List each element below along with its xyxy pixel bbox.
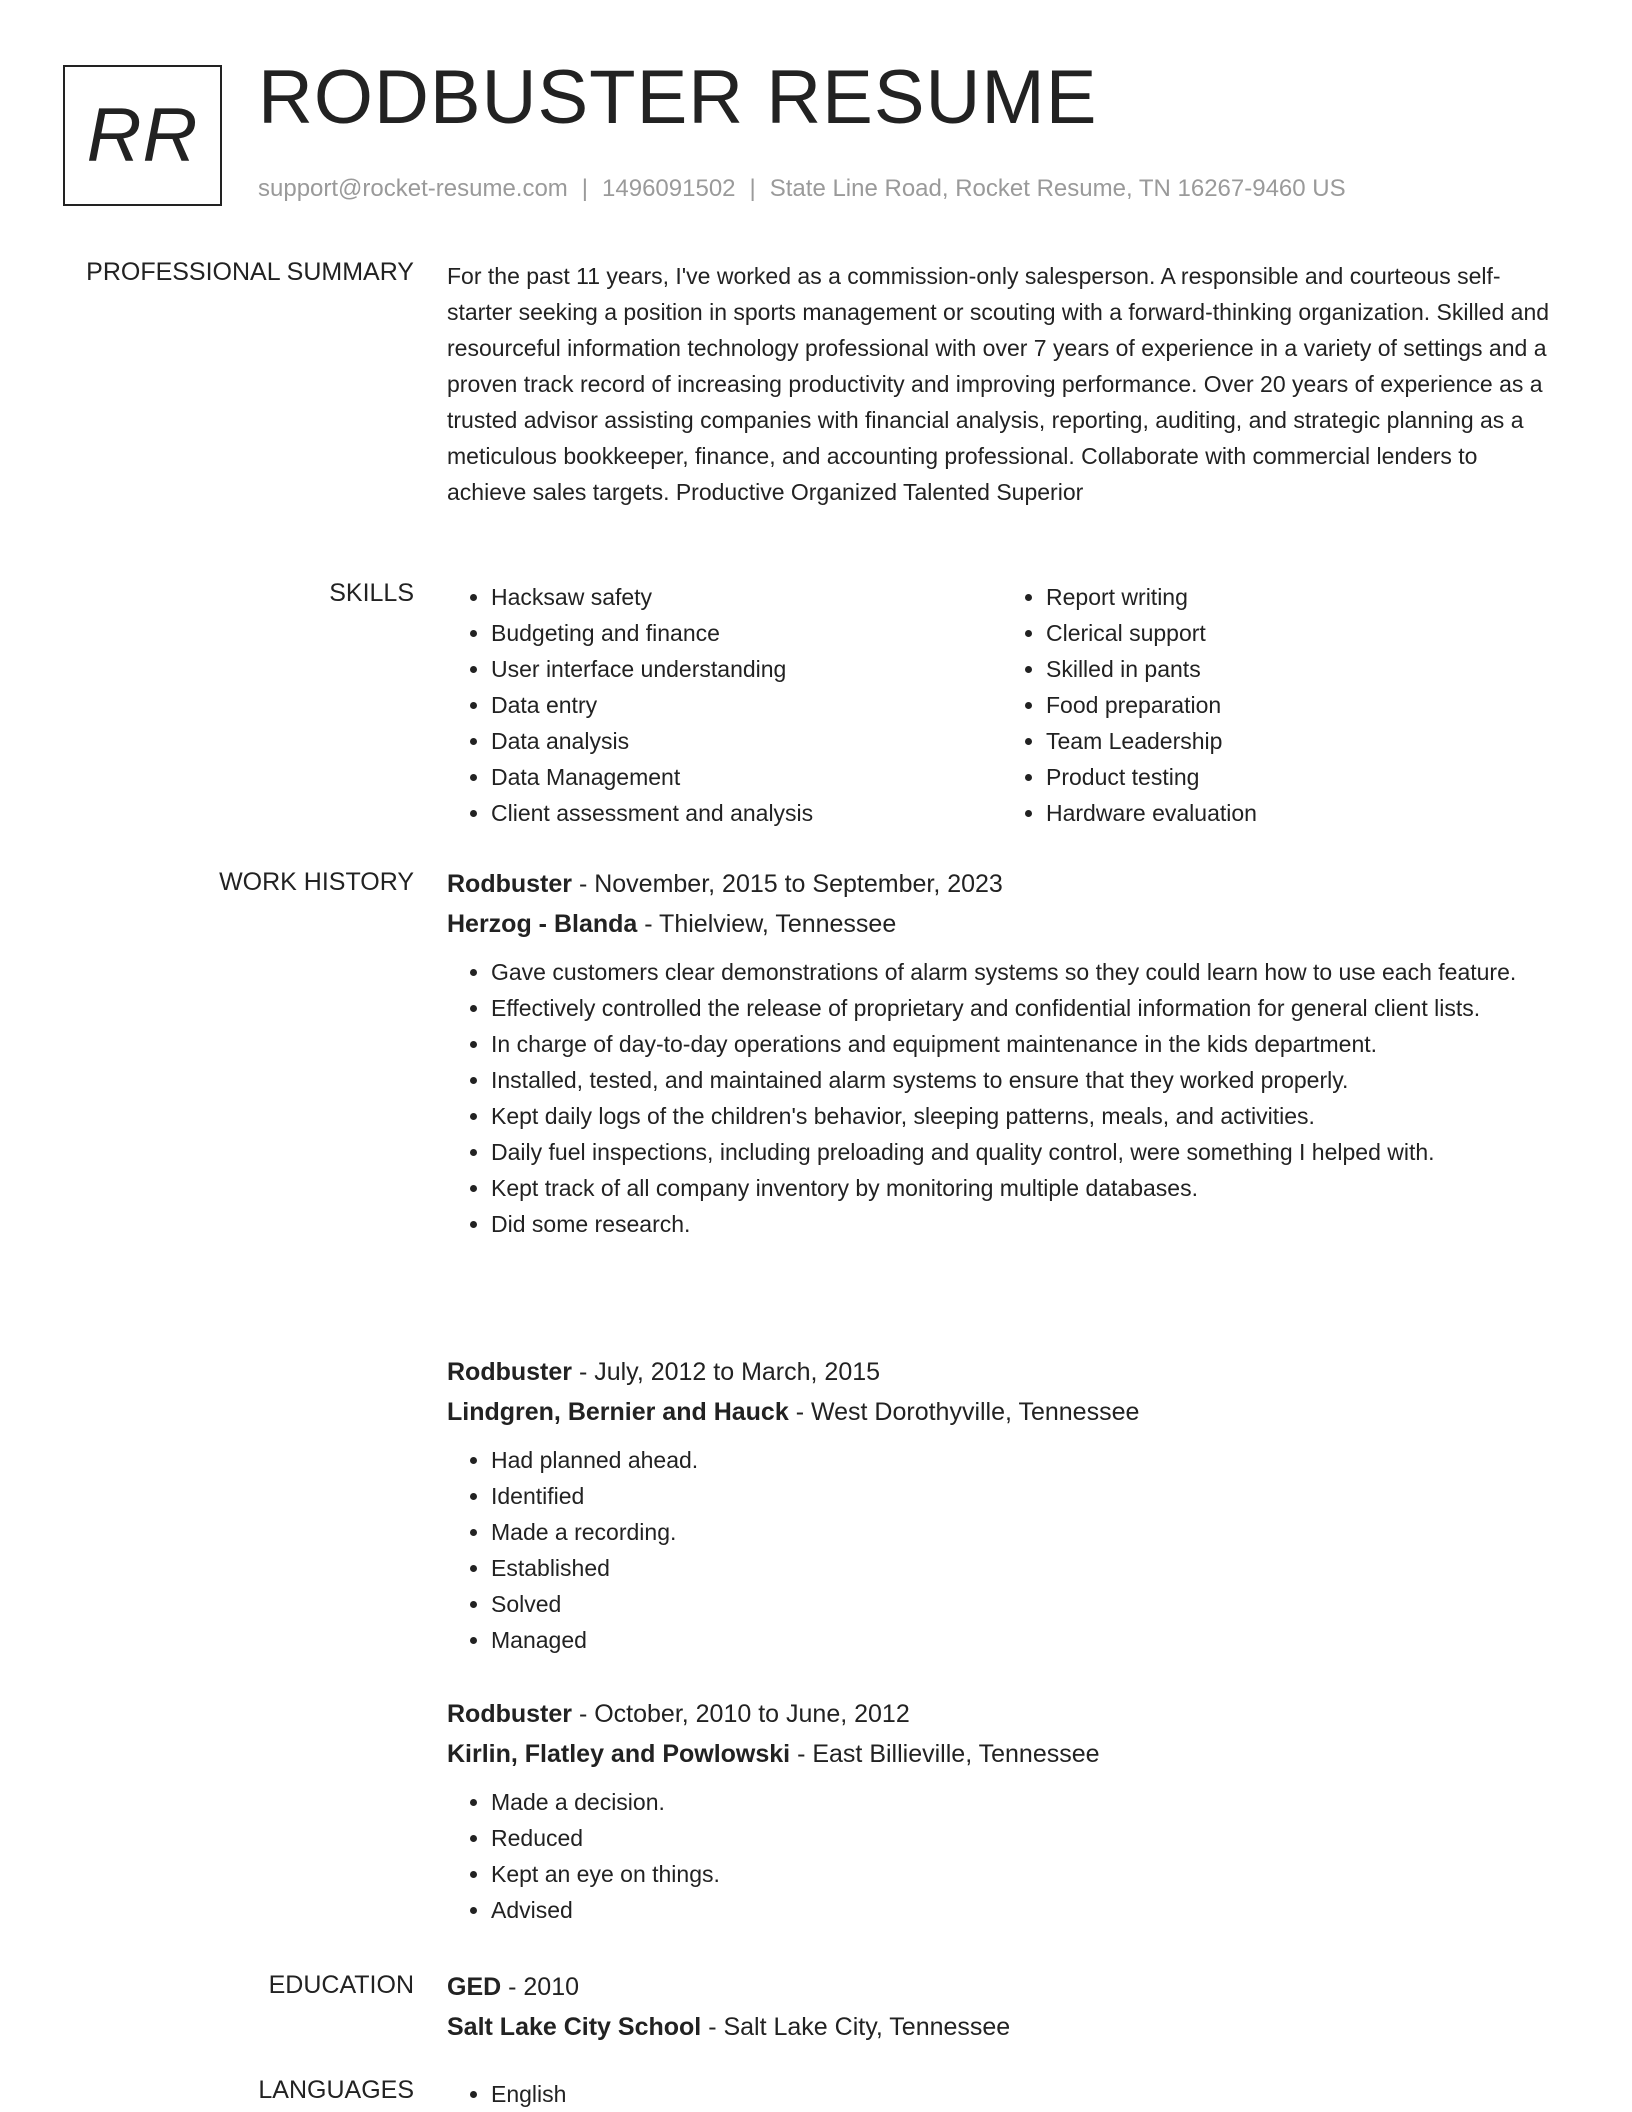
monogram-text: RR	[86, 93, 199, 178]
contact-separator: |	[749, 175, 756, 202]
job-location: - West Dorothyville, Tennessee	[788, 1398, 1140, 1426]
job-title: Rodbuster	[447, 1700, 572, 1728]
skills-heading: SKILLS	[329, 579, 414, 607]
job-entry	[447, 1352, 1557, 1658]
skill-item: • Data analysis	[491, 723, 1002, 759]
job-bullets	[447, 1442, 1557, 1658]
contact-email[interactable]: support@rocket-resume.com	[258, 175, 568, 202]
job-company-line	[447, 1734, 1557, 1774]
work-heading: WORK HISTORY	[219, 868, 414, 896]
skill-item: • Report writing	[1046, 579, 1557, 615]
job-bullet: • In charge of day-to-day operations and equipment maintenance in the kids department.	[491, 1026, 1557, 1062]
skill-item: • Client assessment and analysis	[491, 795, 1002, 831]
job-bullet: • Reduced	[491, 1820, 1557, 1856]
job-entry	[447, 864, 1557, 1242]
skill-item: • Food preparation	[1046, 687, 1557, 723]
job-bullet: • Managed	[491, 1622, 1557, 1658]
job-company: Lindgren, Bernier and Hauck	[447, 1398, 789, 1426]
skill-item: • Data Management	[491, 759, 1002, 795]
education-year: - 2010	[501, 1973, 580, 2001]
job-bullets	[447, 954, 1557, 1242]
resume-name: RODBUSTER RESUME	[258, 55, 1098, 140]
job-bullet: • Installed, tested, and maintained alarm systems to ensure that they worked properly.	[491, 1062, 1557, 1098]
job-bullet: • Gave customers clear demonstrations of alarm systems so they could learn how to use each feature.	[491, 954, 1557, 990]
job-title: Rodbuster	[447, 1358, 572, 1386]
education-school-line	[447, 2007, 1557, 2047]
skill-item: • Clerical support	[1046, 615, 1557, 651]
contact-phone[interactable]: 1496091502	[602, 175, 736, 202]
job-location: - Thielview, Tennessee	[637, 910, 897, 938]
job-bullet: • Established	[491, 1550, 1557, 1586]
summary-heading: PROFESSIONAL SUMMARY	[86, 258, 414, 286]
job-bullet: • Advised	[491, 1892, 1557, 1928]
job-company-line	[447, 1392, 1557, 1432]
monogram-badge	[63, 65, 222, 206]
job-dates: - July, 2012 to March, 2015	[572, 1358, 881, 1386]
job-location: - East Billieville, Tennessee	[790, 1740, 1100, 1768]
job-bullet: • Kept an eye on things.	[491, 1856, 1557, 1892]
languages-list	[447, 2076, 1557, 2112]
job-title-line	[447, 1352, 1557, 1392]
skills-list-right	[1002, 579, 1557, 831]
skill-item: • User interface understanding	[491, 651, 1002, 687]
education-location: - Salt Lake City, Tennessee	[701, 2013, 1011, 2041]
job-bullet: • Solved	[491, 1586, 1557, 1622]
job-bullet: • Made a recording.	[491, 1514, 1557, 1550]
summary-text: For the past 11 years, I've worked as a commission-only salesperson. A responsible and courteous self-starter seeking a position in sports management or scouting with a forward-thinking organization. Skilled and resourceful information technology professional with over 7 years of experience in a variety of settings and a proven track record of increasing productivity and improving performance. Over 20 years of experience as a trusted advisor assisting companies with financial analysis, reporting, auditing, and strategic planning as a meticulous bookkeeper, finance, and accounting professional. Collaborate with commercial lenders to achieve sales targets. Productive Organized Talented Superior	[447, 263, 1550, 505]
skill-item: • Product testing	[1046, 759, 1557, 795]
job-company-line	[447, 904, 1557, 944]
skill-item: • Team Leadership	[1046, 723, 1557, 759]
contact-separator: |	[581, 175, 589, 202]
education-school: Salt Lake City School	[447, 2013, 702, 2041]
job-bullet: • Had planned ahead.	[491, 1442, 1557, 1478]
job-company: Herzog - Blanda	[447, 910, 638, 938]
job-title: Rodbuster	[447, 870, 572, 898]
languages-heading: LANGUAGES	[258, 2076, 414, 2104]
contact-address: State Line Road, Rocket Resume, TN 16267-9460 US	[769, 175, 1346, 202]
job-company: Kirlin, Flatley and Powlowski	[447, 1740, 791, 1768]
job-bullet: • Made a decision.	[491, 1784, 1557, 1820]
skill-item: • Skilled in pants	[1046, 651, 1557, 687]
skill-item: • Data entry	[491, 687, 1002, 723]
language-item: • English	[491, 2076, 1557, 2112]
job-dates: - November, 2015 to September, 2023	[572, 870, 1003, 898]
contact-line	[258, 175, 1346, 203]
skills-list-left	[447, 579, 1002, 831]
job-bullets	[447, 1784, 1557, 1928]
education-degree-line	[447, 1967, 1557, 2007]
skill-item: • Hardware evaluation	[1046, 795, 1557, 831]
job-bullet: • Did some research.	[491, 1206, 1557, 1242]
job-title-line	[447, 864, 1557, 904]
job-bullet: • Kept track of all company inventory by monitoring multiple databases.	[491, 1170, 1557, 1206]
education-entry	[447, 1967, 1557, 2047]
job-bullet: • Kept daily logs of the children's behavior, sleeping patterns, meals, and activities.	[491, 1098, 1557, 1134]
job-dates: - October, 2010 to June, 2012	[572, 1700, 910, 1728]
job-entry	[447, 1694, 1557, 1928]
skill-item: • Hacksaw safety	[491, 579, 1002, 615]
skills-columns	[447, 579, 1557, 831]
job-bullet: • Identified	[491, 1478, 1557, 1514]
languages-body	[447, 2076, 1557, 2112]
education-heading: EDUCATION	[268, 1971, 414, 1999]
job-bullet: • Daily fuel inspections, including preloading and quality control, were something I helped with.	[491, 1134, 1557, 1170]
education-degree: GED	[447, 1973, 502, 2001]
job-bullet: • Effectively controlled the release of proprietary and confidential information for general client lists.	[491, 990, 1557, 1026]
job-title-line	[447, 1694, 1557, 1734]
skill-item: • Budgeting and finance	[491, 615, 1002, 651]
